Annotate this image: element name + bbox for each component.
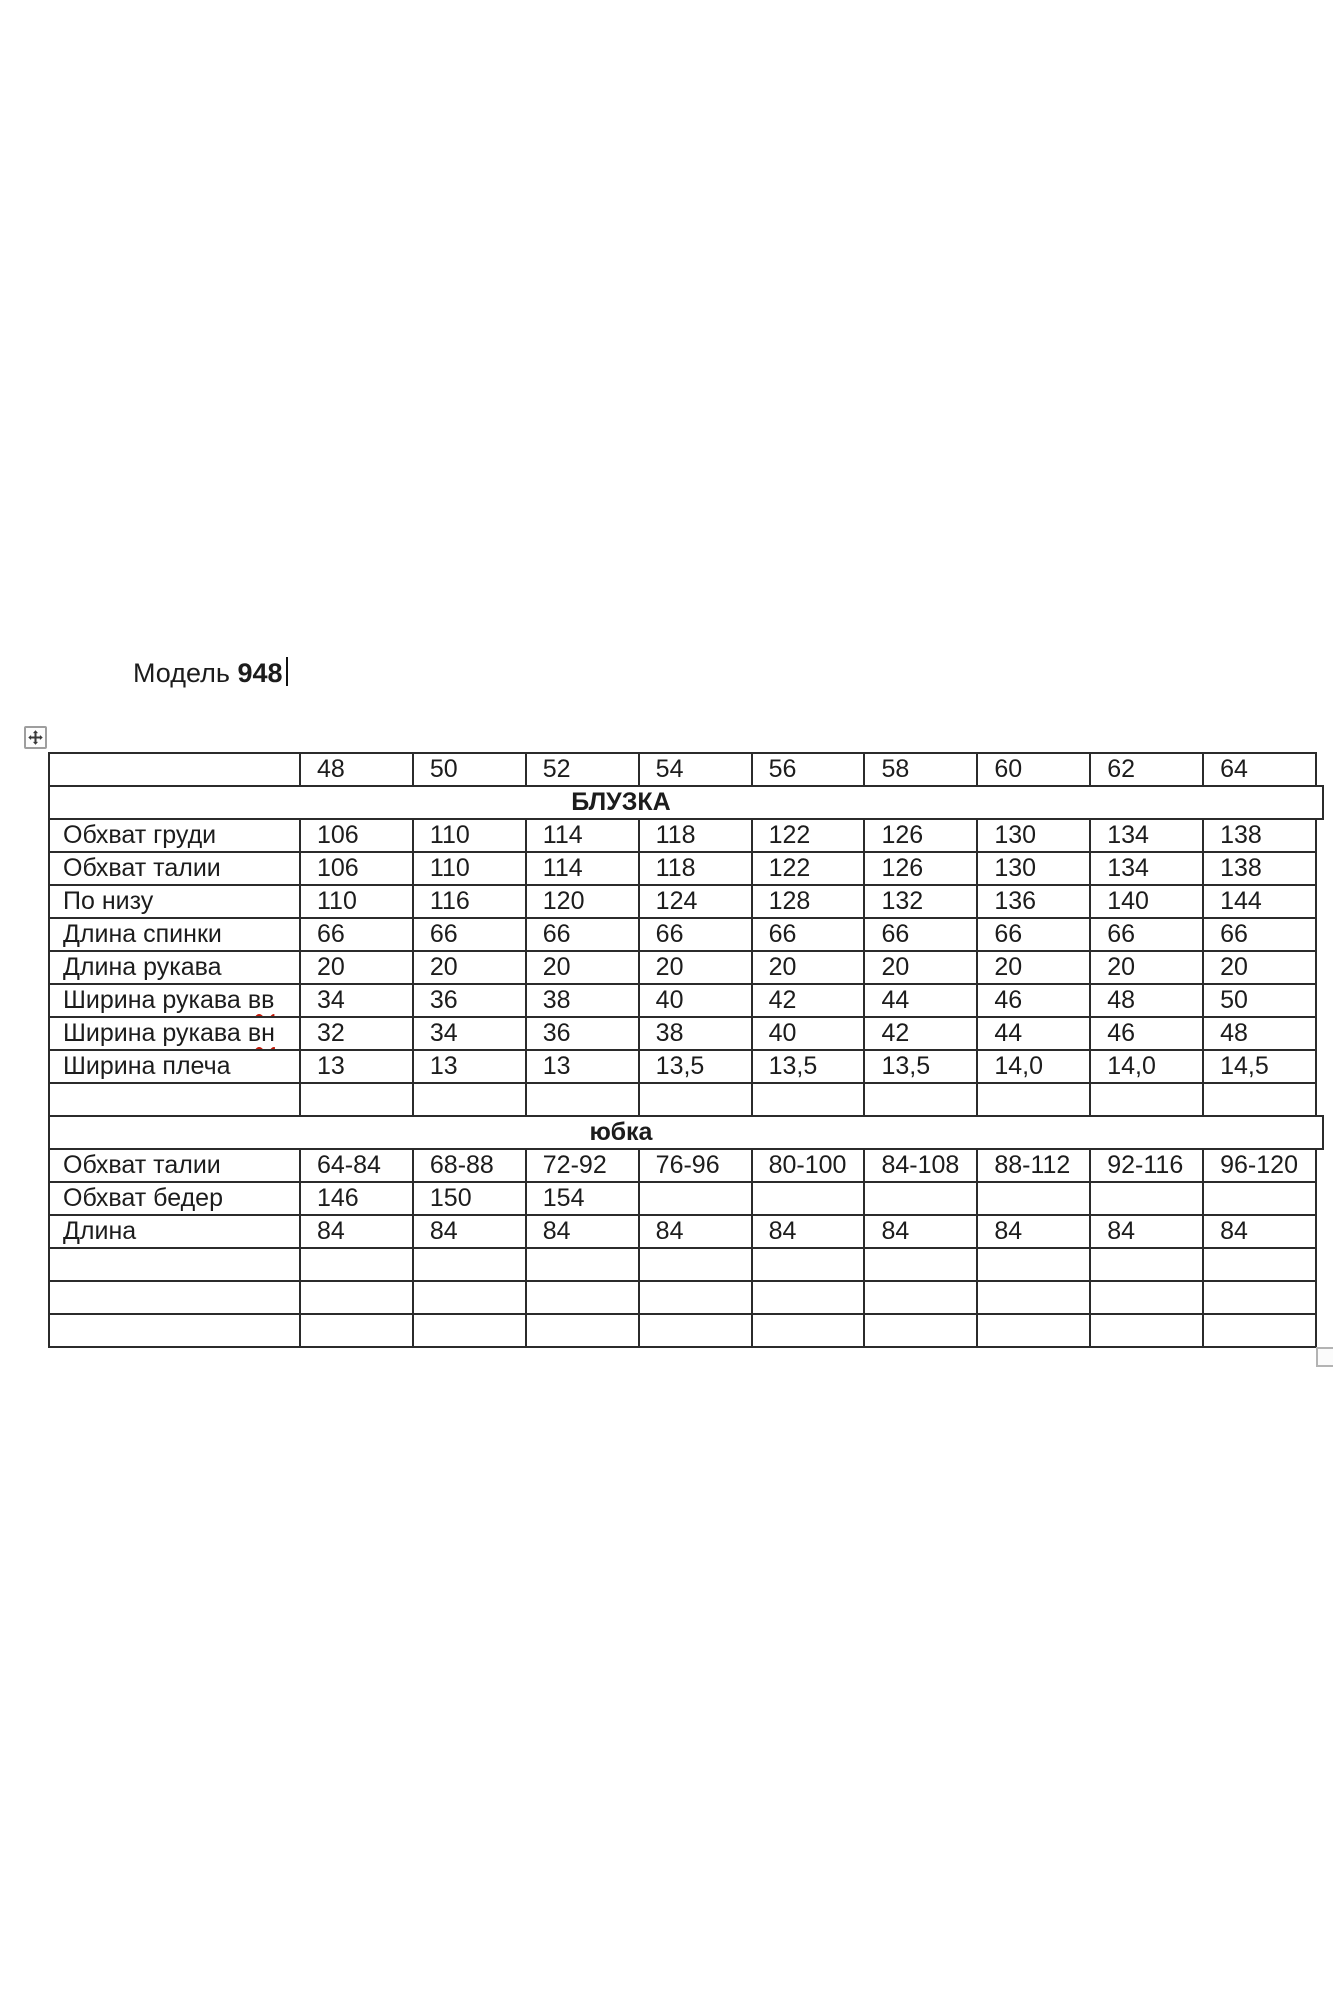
- value-cell[interactable]: 44: [863, 983, 978, 1018]
- row-label-cell[interactable]: [48, 818, 301, 853]
- value-cell[interactable]: [638, 1247, 753, 1282]
- value-cell[interactable]: 134: [1089, 851, 1204, 886]
- value-cell[interactable]: 68-88: [412, 1148, 527, 1183]
- value-cell[interactable]: [1089, 1181, 1204, 1216]
- value-cell[interactable]: 54: [638, 752, 753, 787]
- table-row: [48, 1049, 1324, 1084]
- value-cell[interactable]: 66: [976, 917, 1091, 952]
- value-cell[interactable]: 110: [412, 818, 527, 853]
- table-row: [48, 1280, 1324, 1315]
- row-label: Длина: [63, 1217, 137, 1245]
- value-cell[interactable]: 84: [863, 1214, 978, 1249]
- row-label-cell[interactable]: [48, 1214, 301, 1249]
- value-cell[interactable]: 116: [412, 884, 527, 919]
- value-cell[interactable]: [863, 1313, 978, 1348]
- value-cell[interactable]: 66: [1089, 917, 1204, 952]
- value-cell[interactable]: 130: [976, 818, 1091, 853]
- value-cell[interactable]: [525, 1247, 640, 1282]
- value-cell[interactable]: 124: [638, 884, 753, 919]
- value-cell[interactable]: 40: [638, 983, 753, 1018]
- value-cell[interactable]: 154: [525, 1181, 640, 1216]
- section-title-cell[interactable]: юбка: [48, 1115, 1324, 1150]
- value-cell[interactable]: 126: [863, 851, 978, 886]
- value-cell[interactable]: [299, 1280, 414, 1315]
- misspelled-word: вв: [247, 986, 275, 1014]
- section-row: [48, 785, 1324, 820]
- document-title[interactable]: [133, 657, 288, 689]
- table-row: [48, 752, 1324, 787]
- value-cell[interactable]: [1202, 1280, 1317, 1315]
- value-cell[interactable]: [1089, 1313, 1204, 1348]
- value-cell[interactable]: 84: [1089, 1214, 1204, 1249]
- value-cell[interactable]: 13: [525, 1049, 640, 1084]
- value-cell[interactable]: 13,5: [751, 1049, 866, 1084]
- value-cell[interactable]: 66: [525, 917, 640, 952]
- value-cell[interactable]: 106: [299, 851, 414, 886]
- row-label: Ширина плеча: [63, 1052, 231, 1080]
- value-cell[interactable]: 14,0: [1089, 1049, 1204, 1084]
- value-cell[interactable]: 20: [751, 950, 866, 985]
- value-cell[interactable]: 36: [412, 983, 527, 1018]
- value-cell[interactable]: 66: [412, 917, 527, 952]
- value-cell[interactable]: 136: [976, 884, 1091, 919]
- value-cell[interactable]: 13,5: [863, 1049, 978, 1084]
- value-cell[interactable]: 140: [1089, 884, 1204, 919]
- value-cell[interactable]: [638, 1082, 753, 1117]
- value-cell[interactable]: 46: [976, 983, 1091, 1018]
- value-cell[interactable]: 84: [751, 1214, 866, 1249]
- value-cell[interactable]: 36: [525, 1016, 640, 1051]
- value-cell[interactable]: [525, 1082, 640, 1117]
- value-cell[interactable]: 66: [299, 917, 414, 952]
- value-cell[interactable]: 92-116: [1089, 1148, 1204, 1183]
- value-cell[interactable]: 122: [751, 851, 866, 886]
- row-label-cell[interactable]: [48, 1082, 301, 1117]
- value-cell[interactable]: [751, 1247, 866, 1282]
- value-cell[interactable]: [976, 1313, 1091, 1348]
- value-cell[interactable]: 50: [1202, 983, 1317, 1018]
- value-cell[interactable]: [525, 1280, 640, 1315]
- value-cell[interactable]: 42: [863, 1016, 978, 1051]
- row-label-cell[interactable]: [48, 917, 301, 952]
- value-cell[interactable]: 20: [525, 950, 640, 985]
- value-cell[interactable]: [1089, 1247, 1204, 1282]
- value-cell[interactable]: [1089, 1280, 1204, 1315]
- table-row: [48, 1181, 1324, 1216]
- value-cell[interactable]: 84: [525, 1214, 640, 1249]
- row-label-cell[interactable]: [48, 1280, 301, 1315]
- value-cell[interactable]: 20: [1202, 950, 1317, 985]
- value-cell[interactable]: 13: [412, 1049, 527, 1084]
- value-cell[interactable]: [976, 1280, 1091, 1315]
- table-row: [48, 950, 1324, 985]
- text-cursor: [286, 657, 288, 686]
- value-cell[interactable]: 58: [863, 752, 978, 787]
- table-row: [48, 884, 1324, 919]
- value-cell[interactable]: [299, 1247, 414, 1282]
- row-label-cell[interactable]: [48, 983, 301, 1018]
- value-cell[interactable]: 84: [1202, 1214, 1317, 1249]
- value-cell[interactable]: 128: [751, 884, 866, 919]
- table-row: [48, 1148, 1324, 1183]
- row-label: Длина спинки: [63, 920, 222, 948]
- value-cell[interactable]: [1202, 1082, 1317, 1117]
- value-cell[interactable]: [1202, 1247, 1317, 1282]
- value-cell[interactable]: 48: [299, 752, 414, 787]
- value-cell[interactable]: [1089, 1082, 1204, 1117]
- value-cell[interactable]: [412, 1247, 527, 1282]
- value-cell[interactable]: 14,5: [1202, 1049, 1317, 1084]
- value-cell[interactable]: [638, 1313, 753, 1348]
- row-label-cell[interactable]: [48, 884, 301, 919]
- table-row: [48, 818, 1324, 853]
- section-row: [48, 1115, 1324, 1150]
- value-cell[interactable]: 40: [751, 1016, 866, 1051]
- value-cell[interactable]: [299, 1082, 414, 1117]
- value-cell[interactable]: 46: [1089, 1016, 1204, 1051]
- value-cell[interactable]: 13,5: [638, 1049, 753, 1084]
- row-label-cell[interactable]: [48, 1313, 301, 1348]
- value-cell[interactable]: 48: [1089, 983, 1204, 1018]
- value-cell[interactable]: [976, 1181, 1091, 1216]
- value-cell[interactable]: 34: [299, 983, 414, 1018]
- row-label: Обхват талии: [63, 854, 221, 882]
- value-cell[interactable]: 84-108: [863, 1148, 978, 1183]
- value-cell[interactable]: 84: [299, 1214, 414, 1249]
- value-cell[interactable]: [1202, 1313, 1317, 1348]
- value-cell[interactable]: 144: [1202, 884, 1317, 919]
- value-cell[interactable]: 56: [751, 752, 866, 787]
- model-label: Модель: [133, 658, 230, 688]
- value-cell[interactable]: 48: [1202, 1016, 1317, 1051]
- value-cell[interactable]: 50: [412, 752, 527, 787]
- value-cell[interactable]: 146: [299, 1181, 414, 1216]
- row-label-cell[interactable]: [48, 1181, 301, 1216]
- value-cell[interactable]: [299, 1313, 414, 1348]
- value-cell[interactable]: 20: [638, 950, 753, 985]
- row-label: Обхват талии: [63, 1151, 221, 1179]
- value-cell[interactable]: 138: [1202, 851, 1317, 886]
- misspelled-word: вн: [247, 1019, 275, 1047]
- move-cross-icon: [27, 729, 44, 746]
- value-cell[interactable]: [525, 1313, 640, 1348]
- table-row: [48, 1016, 1324, 1051]
- value-cell[interactable]: 64-84: [299, 1148, 414, 1183]
- value-cell[interactable]: 60: [976, 752, 1091, 787]
- value-cell[interactable]: 44: [976, 1016, 1091, 1051]
- row-label-cell[interactable]: [48, 752, 301, 787]
- value-cell[interactable]: 110: [412, 851, 527, 886]
- value-cell[interactable]: 130: [976, 851, 1091, 886]
- row-label-cell[interactable]: [48, 950, 301, 985]
- value-cell[interactable]: 52: [525, 752, 640, 787]
- value-cell[interactable]: 72-92: [525, 1148, 640, 1183]
- value-cell[interactable]: 150: [412, 1181, 527, 1216]
- value-cell[interactable]: 38: [638, 1016, 753, 1051]
- value-cell[interactable]: 114: [525, 818, 640, 853]
- value-cell[interactable]: 38: [525, 983, 640, 1018]
- row-label: По низу: [63, 887, 154, 915]
- value-cell[interactable]: 88-112: [976, 1148, 1091, 1183]
- value-cell[interactable]: 118: [638, 851, 753, 886]
- size-table: [48, 752, 1324, 1348]
- value-cell[interactable]: [751, 1181, 866, 1216]
- value-cell[interactable]: 20: [863, 950, 978, 985]
- row-label-cell[interactable]: [48, 1247, 301, 1282]
- value-cell[interactable]: 34: [412, 1016, 527, 1051]
- value-cell[interactable]: [638, 1181, 753, 1216]
- value-cell[interactable]: 126: [863, 818, 978, 853]
- value-cell[interactable]: [976, 1082, 1091, 1117]
- value-cell[interactable]: 96-120: [1202, 1148, 1317, 1183]
- model-number: 948: [237, 658, 283, 688]
- value-cell[interactable]: [863, 1181, 978, 1216]
- value-cell[interactable]: 84: [638, 1214, 753, 1249]
- value-cell[interactable]: [751, 1313, 866, 1348]
- row-label-cell[interactable]: [48, 1016, 301, 1051]
- section-title-cell[interactable]: БЛУЗКА: [48, 785, 1324, 820]
- value-cell[interactable]: 20: [976, 950, 1091, 985]
- value-cell[interactable]: [412, 1313, 527, 1348]
- value-cell[interactable]: [412, 1280, 527, 1315]
- row-label-cell[interactable]: [48, 1049, 301, 1084]
- value-cell[interactable]: 122: [751, 818, 866, 853]
- value-cell[interactable]: 20: [412, 950, 527, 985]
- value-cell[interactable]: 106: [299, 818, 414, 853]
- value-cell[interactable]: 84: [412, 1214, 527, 1249]
- row-label: Длина рукава: [63, 953, 222, 981]
- table-row: [48, 983, 1324, 1018]
- row-label-cell[interactable]: [48, 1148, 301, 1183]
- value-cell[interactable]: 14,0: [976, 1049, 1091, 1084]
- value-cell[interactable]: 84: [976, 1214, 1091, 1249]
- value-cell[interactable]: [1202, 1181, 1317, 1216]
- value-cell[interactable]: [863, 1280, 978, 1315]
- row-label: Ширина рукава: [63, 1019, 241, 1047]
- value-cell[interactable]: 66: [751, 917, 866, 952]
- value-cell[interactable]: [976, 1247, 1091, 1282]
- value-cell[interactable]: 118: [638, 818, 753, 853]
- value-cell[interactable]: [863, 1247, 978, 1282]
- value-cell[interactable]: 62: [1089, 752, 1204, 787]
- value-cell[interactable]: 132: [863, 884, 978, 919]
- value-cell[interactable]: 66: [638, 917, 753, 952]
- table-row: [48, 1214, 1324, 1249]
- table-row: [48, 1082, 1324, 1117]
- value-cell[interactable]: 114: [525, 851, 640, 886]
- row-label: Обхват бедер: [63, 1184, 223, 1212]
- row-label-cell[interactable]: [48, 851, 301, 886]
- value-cell[interactable]: 20: [1089, 950, 1204, 985]
- value-cell[interactable]: 76-96: [638, 1148, 753, 1183]
- value-cell[interactable]: 66: [1202, 917, 1317, 952]
- value-cell[interactable]: 134: [1089, 818, 1204, 853]
- value-cell[interactable]: 20: [299, 950, 414, 985]
- table-row: [48, 1313, 1324, 1348]
- value-cell[interactable]: 13: [299, 1049, 414, 1084]
- value-cell[interactable]: 42: [751, 983, 866, 1018]
- table-resize-handle[interactable]: [1316, 1347, 1333, 1367]
- value-cell[interactable]: 64: [1202, 752, 1317, 787]
- value-cell[interactable]: [751, 1082, 866, 1117]
- value-cell[interactable]: [412, 1082, 527, 1117]
- value-cell[interactable]: 32: [299, 1016, 414, 1051]
- table-row: [48, 917, 1324, 952]
- value-cell[interactable]: [863, 1082, 978, 1117]
- value-cell[interactable]: 120: [525, 884, 640, 919]
- table-row: [48, 1247, 1324, 1282]
- value-cell[interactable]: 110: [299, 884, 414, 919]
- value-cell[interactable]: [638, 1280, 753, 1315]
- table-row: [48, 851, 1324, 886]
- row-label: Обхват груди: [63, 821, 217, 849]
- row-label: Ширина рукава: [63, 986, 241, 1014]
- value-cell[interactable]: 80-100: [751, 1148, 866, 1183]
- value-cell[interactable]: [751, 1280, 866, 1315]
- table-move-handle[interactable]: [24, 726, 47, 749]
- value-cell[interactable]: 138: [1202, 818, 1317, 853]
- value-cell[interactable]: 66: [863, 917, 978, 952]
